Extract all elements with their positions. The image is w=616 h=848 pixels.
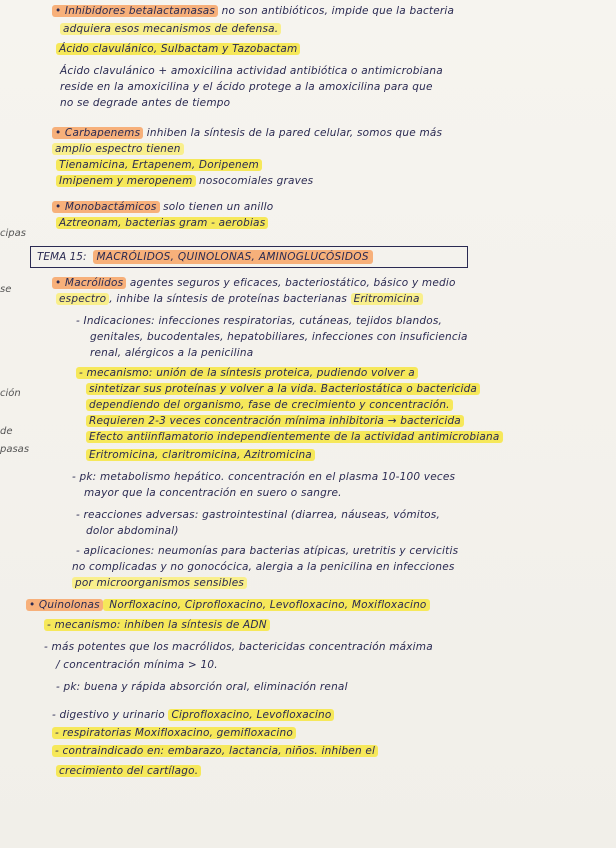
note-text: no son antibióticos, impide que la bacteria (218, 5, 455, 17)
topic-number: TEMA 15: (37, 251, 87, 263)
note-line (44, 640, 433, 654)
note-line (86, 398, 453, 412)
note-line (90, 346, 253, 360)
note-text: - digestivo y urinario (52, 709, 169, 721)
note-text: crecimiento del cartílago. (56, 765, 201, 777)
note-text: - mecanismo: inhiben la síntesis de ADN (44, 619, 270, 631)
note-text: - aplicaciones: neumonías para bacterias atípicas, uretritis y cervicitis (76, 545, 459, 557)
note-text: - respiratorias Moxifloxacino, gemifloxacino (52, 727, 296, 739)
topic-title: MACRÓLIDOS, QUINOLONAS, AMINOGLUCÓSIDOS (93, 250, 373, 264)
note-text: Imipenem y meropenem (56, 175, 196, 187)
note-line (76, 366, 418, 380)
note-line (56, 764, 201, 778)
note-line (86, 524, 179, 538)
note-text: • Quinolonas (26, 599, 103, 611)
note-line (52, 4, 454, 18)
note-text: • Inhibidores betalactamasas (52, 5, 218, 17)
note-line (26, 598, 430, 612)
note-text: , inhibe la síntesis de proteínas bacterianas (109, 293, 351, 305)
note-text: Efecto antiinflamatorio independientemente de la actividad antimicrobiana (86, 431, 503, 443)
note-text: no complicadas y no gonocócica, alergia a la penicilina en infecciones (72, 561, 455, 573)
note-text: Eritromicina (351, 293, 423, 305)
note-text: dolor abdominal) (86, 525, 179, 537)
note-text: inhiben la síntesis de la pared celular, somos que más (143, 127, 443, 139)
note-line (86, 448, 315, 462)
margin-note: cipas (0, 228, 26, 239)
note-text: - reacciones adversas: gastrointestinal (diarrea, náuseas, vómitos, (76, 509, 441, 521)
note-line (52, 708, 334, 722)
note-line (52, 744, 378, 758)
note-text: solo tienen un anillo (159, 201, 274, 213)
note-line (56, 158, 262, 172)
note-text: • Monobactámicos (52, 201, 160, 213)
note-line (52, 126, 442, 140)
margin-note: de (0, 426, 13, 437)
margin-note: pasas (0, 444, 30, 455)
note-text: reside en la amoxicilina y el ácido protege a la amoxicilina para que (60, 81, 433, 93)
note-text: agentes seguros y eficaces, bacteriostático, básico y medio (126, 277, 456, 289)
note-line (60, 80, 433, 94)
note-text: • Macrólidos (52, 277, 126, 289)
note-line (86, 414, 464, 428)
note-text: Tienamicina, Ertapenem, Doripenem (56, 159, 262, 171)
note-text: por microorganismos sensibles (72, 577, 247, 589)
note-line (56, 174, 313, 188)
note-text: Ciprofloxacino, Levofloxacino (168, 709, 334, 721)
note-line (90, 330, 468, 344)
margin-note: se (0, 284, 12, 295)
note-line (56, 658, 218, 672)
note-text: nosocomiales graves (195, 175, 314, 187)
note-line (52, 142, 184, 156)
note-line (72, 470, 455, 484)
note-line (52, 276, 456, 290)
note-line (56, 216, 268, 230)
note-text: - contraindicado en: embarazo, lactancia, niños. inhiben el (52, 745, 378, 757)
note-line (56, 42, 300, 56)
note-text: Eritromicina, claritromicina, Azitromicina (86, 449, 315, 461)
note-line (60, 96, 230, 110)
note-text: - más potentes que los macrólidos, bactericidas concentración máxima (44, 641, 433, 653)
note-text: adquiera esos mecanismos de defensa. (60, 23, 281, 35)
note-line (86, 430, 503, 444)
note-line (86, 382, 480, 396)
note-text: / concentración mínima > 10. (56, 659, 218, 671)
note-text: amplio espectro tienen (52, 143, 184, 155)
note-text: - mecanismo: unión de la síntesis proteica, pudiendo volver a (76, 367, 418, 379)
note-text: • Carbapenems (52, 127, 143, 139)
margin-note: ción (0, 388, 21, 399)
note-text: genitales, bucodentales, hepatobiliares, infecciones con insuficiencia (90, 331, 468, 343)
note-line (52, 200, 273, 214)
note-text: dependiendo del organismo, fase de crecimiento y concentración. (86, 399, 453, 411)
note-text: Aztreonam, bacterias gram - aerobias (56, 217, 268, 229)
note-text: espectro (56, 293, 109, 305)
note-text: Ácido clavulánico, Sulbactam y Tazobactam (56, 43, 300, 55)
note-line (76, 544, 458, 558)
note-text: - pk: metabolismo hepático. concentración en el plasma 10-100 veces (72, 471, 456, 483)
note-text: renal, alérgicos a la penicilina (90, 347, 254, 359)
note-line (44, 618, 270, 632)
note-line (52, 726, 296, 740)
note-text: Ácido clavulánico + amoxicilina actividad antibiótica o antimicrobiana (60, 65, 443, 77)
note-text: - pk: buena y rápida absorción oral, eliminación renal (56, 681, 348, 693)
note-line (84, 486, 342, 500)
note-line (60, 22, 281, 36)
topic-header (30, 246, 468, 268)
note-line (76, 508, 440, 522)
note-text: mayor que la concentración en suero o sangre. (84, 487, 342, 499)
note-line (60, 64, 443, 78)
note-text: no se degrade antes de tiempo (60, 97, 231, 109)
note-line (76, 314, 442, 328)
note-text: sintetizar sus proteínas y volver a la vida. Bacteriostática o bactericida (86, 383, 480, 395)
note-line (56, 292, 423, 306)
note-line (72, 576, 247, 590)
note-text: - Indicaciones: infecciones respiratorias, cutáneas, tejidos blandos, (76, 315, 443, 327)
note-text: Requieren 2-3 veces concentración mínima inhibitoria → bactericida (86, 415, 464, 427)
note-line (72, 560, 455, 574)
note-line (56, 680, 348, 694)
note-text: Norfloxacino, Ciprofloxacino, Levofloxacino, Moxifloxacino (103, 599, 430, 611)
